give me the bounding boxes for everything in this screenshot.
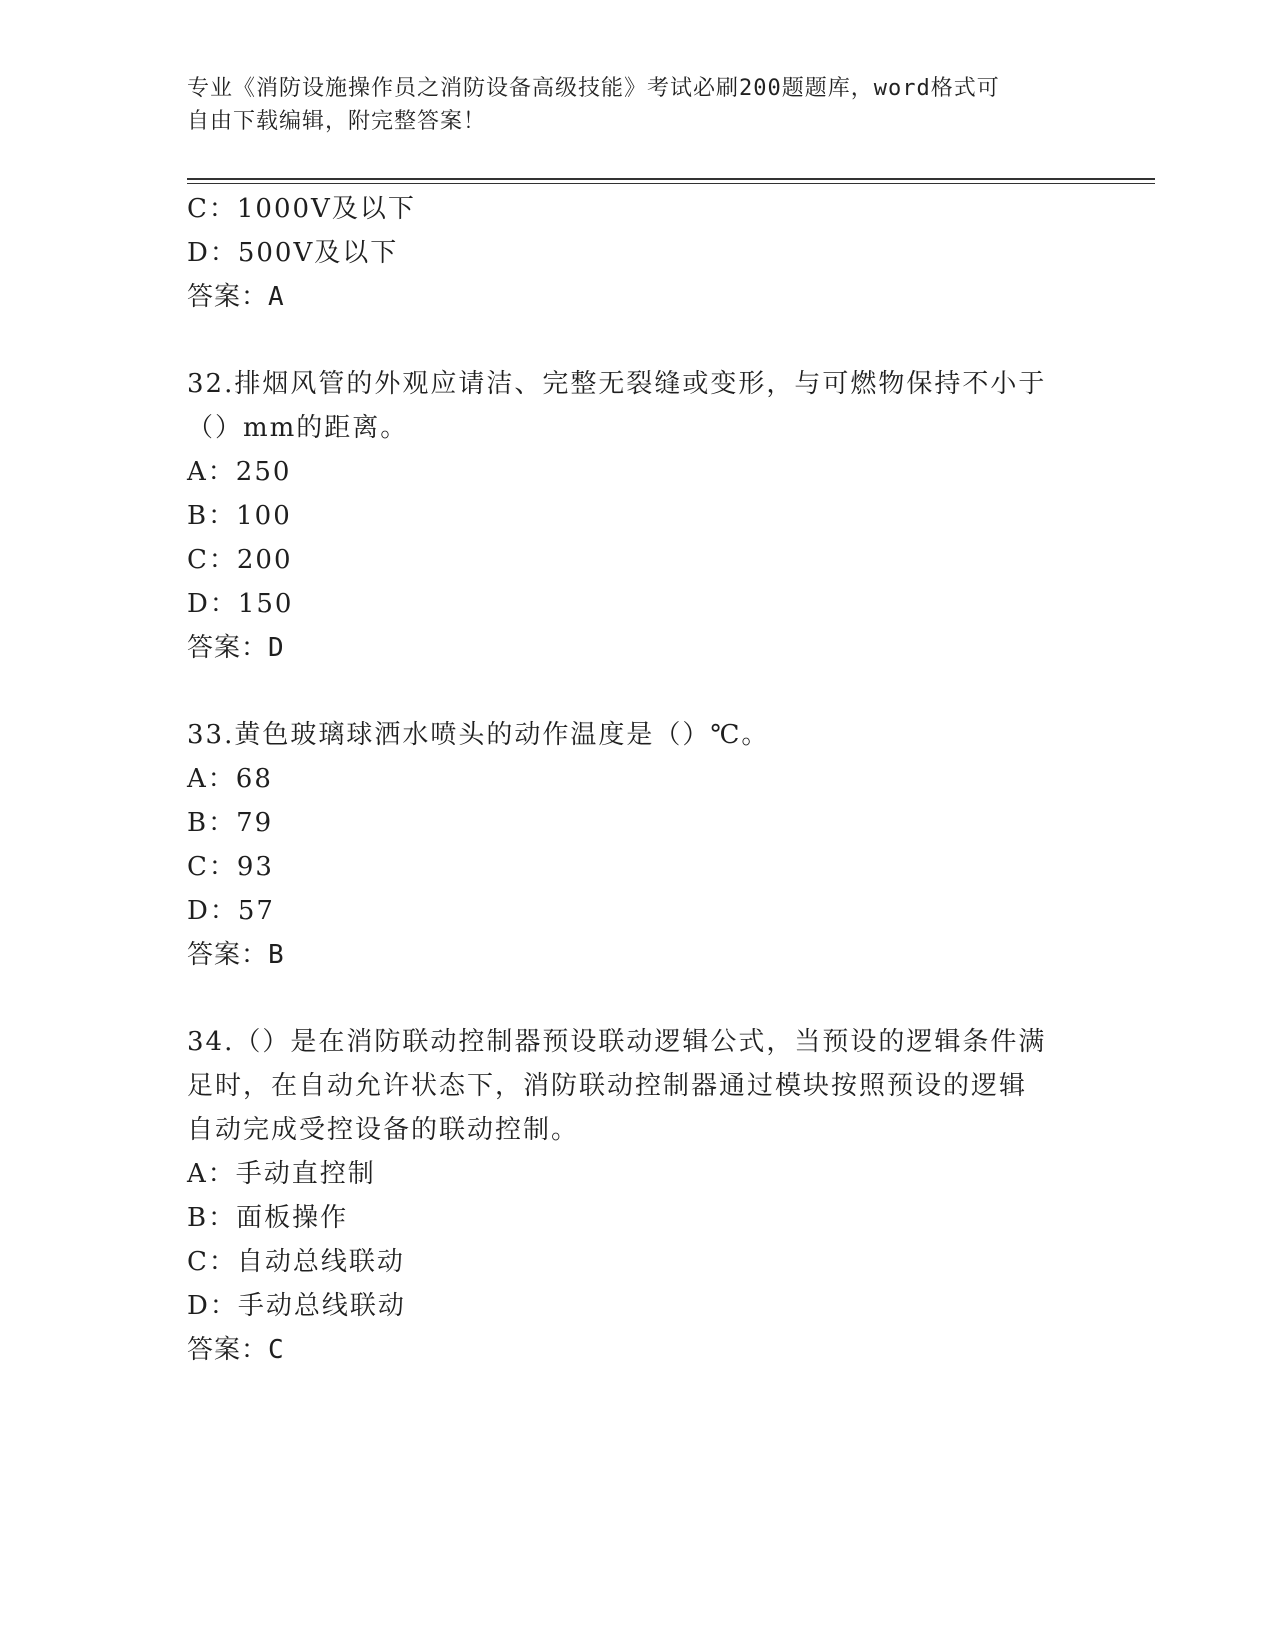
answer-line <box>187 279 285 315</box>
question-34-stem-line-2: 足时，在自动允许状态下，消防联动控制器通过模块按照预设的逻辑 <box>187 1071 1028 1101</box>
question-33-answer <box>187 937 285 973</box>
question-32-answer <box>187 630 285 666</box>
option-c: C：1000V及以下 <box>187 194 416 224</box>
document-header <box>187 72 1067 138</box>
question-34-option-a: A：手动直控制 <box>187 1159 376 1189</box>
question-32-stem-line-2: （）mm的距离。 <box>187 413 409 443</box>
question-32-stem-line-1: 32.排烟风管的外观应请洁、完整无裂缝或变形，与可燃物保持不小于 <box>187 369 1047 399</box>
question-32-option-c: C：200 <box>187 545 293 575</box>
question-34-answer <box>187 1332 285 1368</box>
question-32-option-b: B：100 <box>187 501 292 531</box>
question-32-option-d: D：150 <box>187 589 294 619</box>
question-34-option-b: B：面板操作 <box>187 1203 349 1233</box>
question-34-stem-line-3: 自动完成受控设备的联动控制。 <box>187 1115 580 1145</box>
answer-label: 答案： <box>187 940 269 970</box>
header-divider-thin <box>187 183 1155 184</box>
question-33-option-d: D：57 <box>187 896 275 926</box>
option-d: D：500V及以下 <box>187 238 399 268</box>
question-33-option-a: A：68 <box>187 764 273 794</box>
question-33-stem-line-1: 33.黄色玻璃球洒水喷头的动作温度是（）℃。 <box>187 720 770 750</box>
header-divider-thick <box>187 178 1155 180</box>
question-34-stem-line-1: 34.（）是在消防联动控制器预设联动逻辑公式，当预设的逻辑条件满 <box>187 1027 1047 1057</box>
answer-value: B <box>268 940 285 970</box>
header-line-1: 专业《消防设施操作员之消防设备高级技能》考试必刷200题题库，word格式可 <box>187 76 1000 101</box>
question-33-option-b: B：79 <box>187 808 274 838</box>
answer-value: D <box>268 633 285 663</box>
answer-label: 答案： <box>187 1335 269 1365</box>
question-33-option-c: C：93 <box>187 852 274 882</box>
answer-label: 答案： <box>187 282 269 312</box>
answer-label: 答案： <box>187 633 269 663</box>
answer-value: A <box>268 282 285 312</box>
question-34-option-c: C：自动总线联动 <box>187 1247 405 1277</box>
header-line-2: 自由下载编辑，附完整答案！ <box>187 109 487 134</box>
answer-value: C <box>268 1335 285 1365</box>
question-34-option-d: D：手动总线联动 <box>187 1291 406 1321</box>
question-32-option-a: A：250 <box>187 457 292 487</box>
